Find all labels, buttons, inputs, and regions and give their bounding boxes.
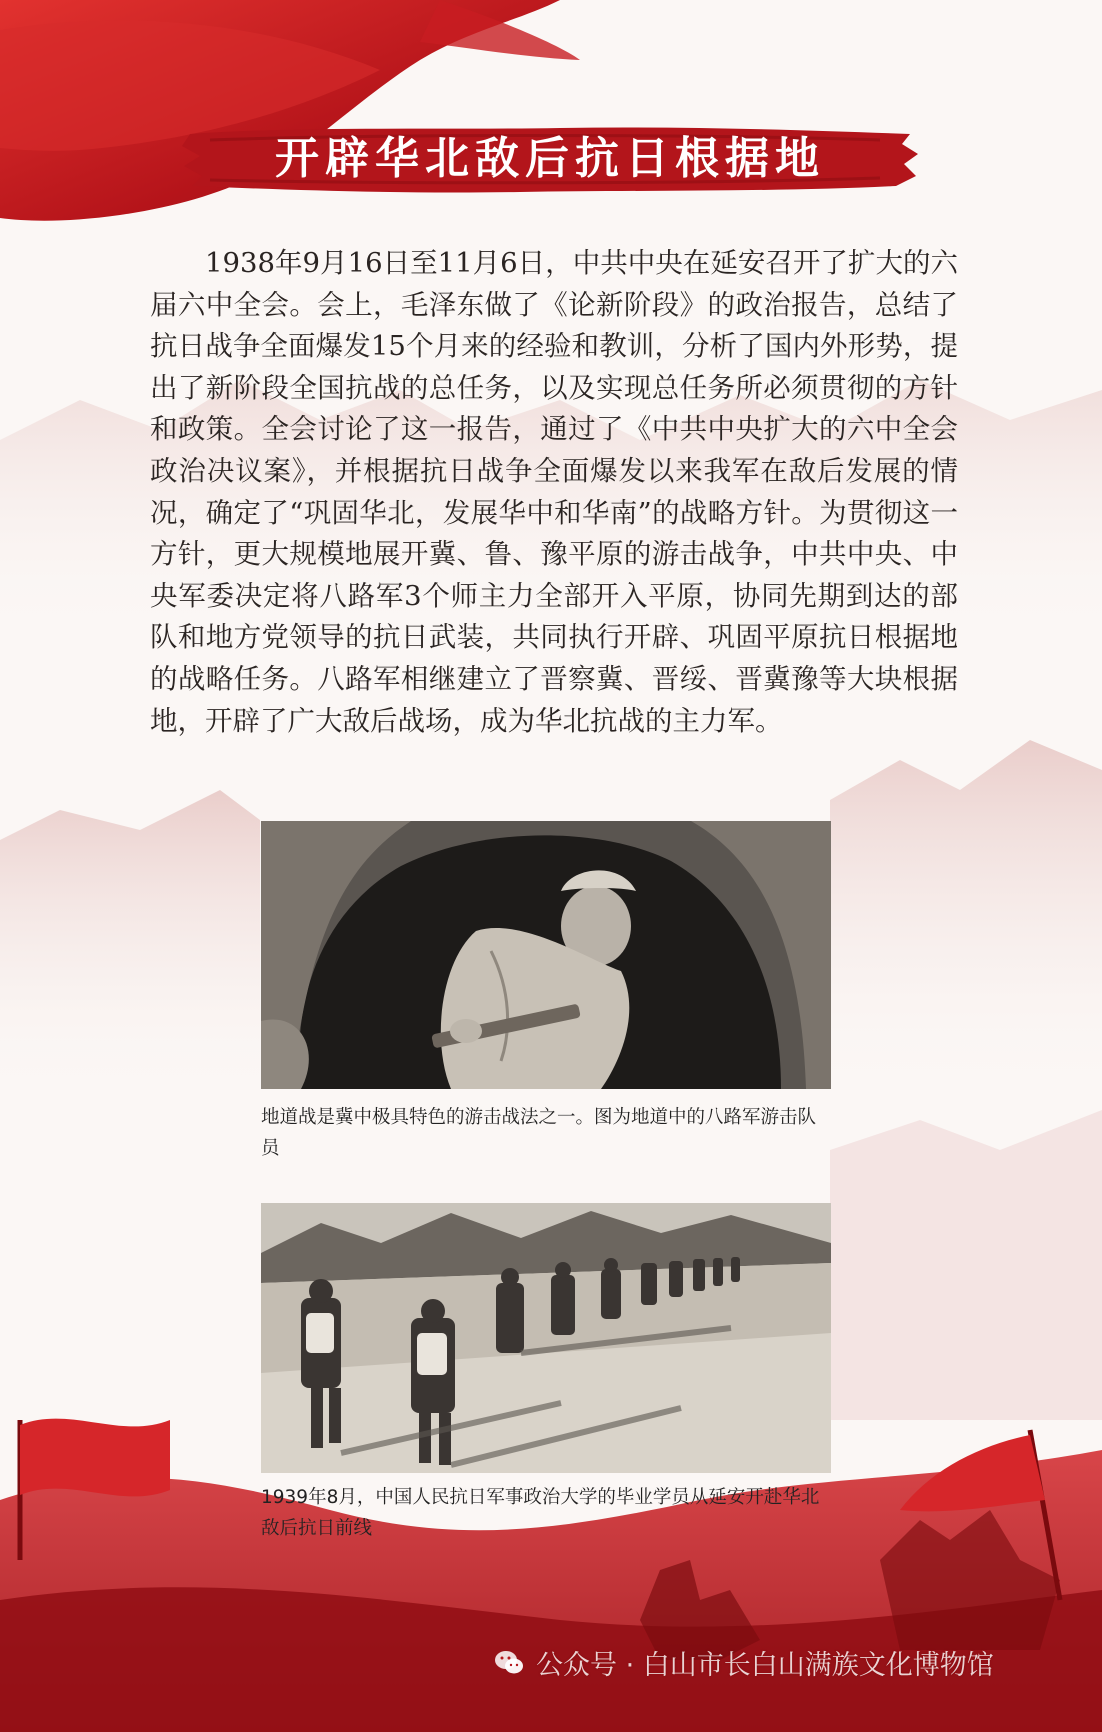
page-title: 开辟华北敌后抗日根据地 — [275, 133, 825, 184]
photo-caption: 地道战是冀中极具特色的游击战法之一。图为地道中的八路军游击队员 — [261, 1107, 817, 1159]
title-banner — [180, 120, 920, 198]
photo-caption: 1939年8月，中国人民抗日军事政治大学的毕业学员从延安开赴华北敌后抗日前线 — [261, 1487, 820, 1539]
wechat-icon — [492, 1645, 526, 1679]
body-paragraph: 1938年9月16日至11月6日，中共中央在延安召开了扩大的六届六中全会。会上，毛泽东做了《论新阶段》的政治报告，总结了抗日战争全面爆发15个月来的经验和教训，分析了国内外形势，提出了新阶段全国抗战的总任务，以及实现总任务所必须贯彻的方针和政策。全会讨论了这一报告，通过了《中共中央扩大的六中全会政治决议案》，并根据抗日战争全面爆发以来我军在敌后发展的情况，确定了“巩固华北，发展华中和华南”的战略方针。为贯彻这一方针，更大规模地展开冀、鲁、豫平原的游击战争，中共中央、中央军委决定将八路军3个师主力全部开入平原，协同先期到达的部队和地方党领导的抗日武装，共同执行开辟、巩固平原抗日根据地的战略任务。八路军相继建立了晋察冀、晋绥、晋冀豫等大块根据地，开辟了广大敌后战场，成为华北抗战的主力军。 — [150, 247, 958, 737]
marching-students-photo — [261, 1203, 831, 1473]
watermark-text: 公众号 · 白山市长白山满族文化博物馆 — [536, 1649, 994, 1681]
account-watermark — [492, 1640, 994, 1684]
tunnel-soldier-photo — [261, 821, 831, 1089]
